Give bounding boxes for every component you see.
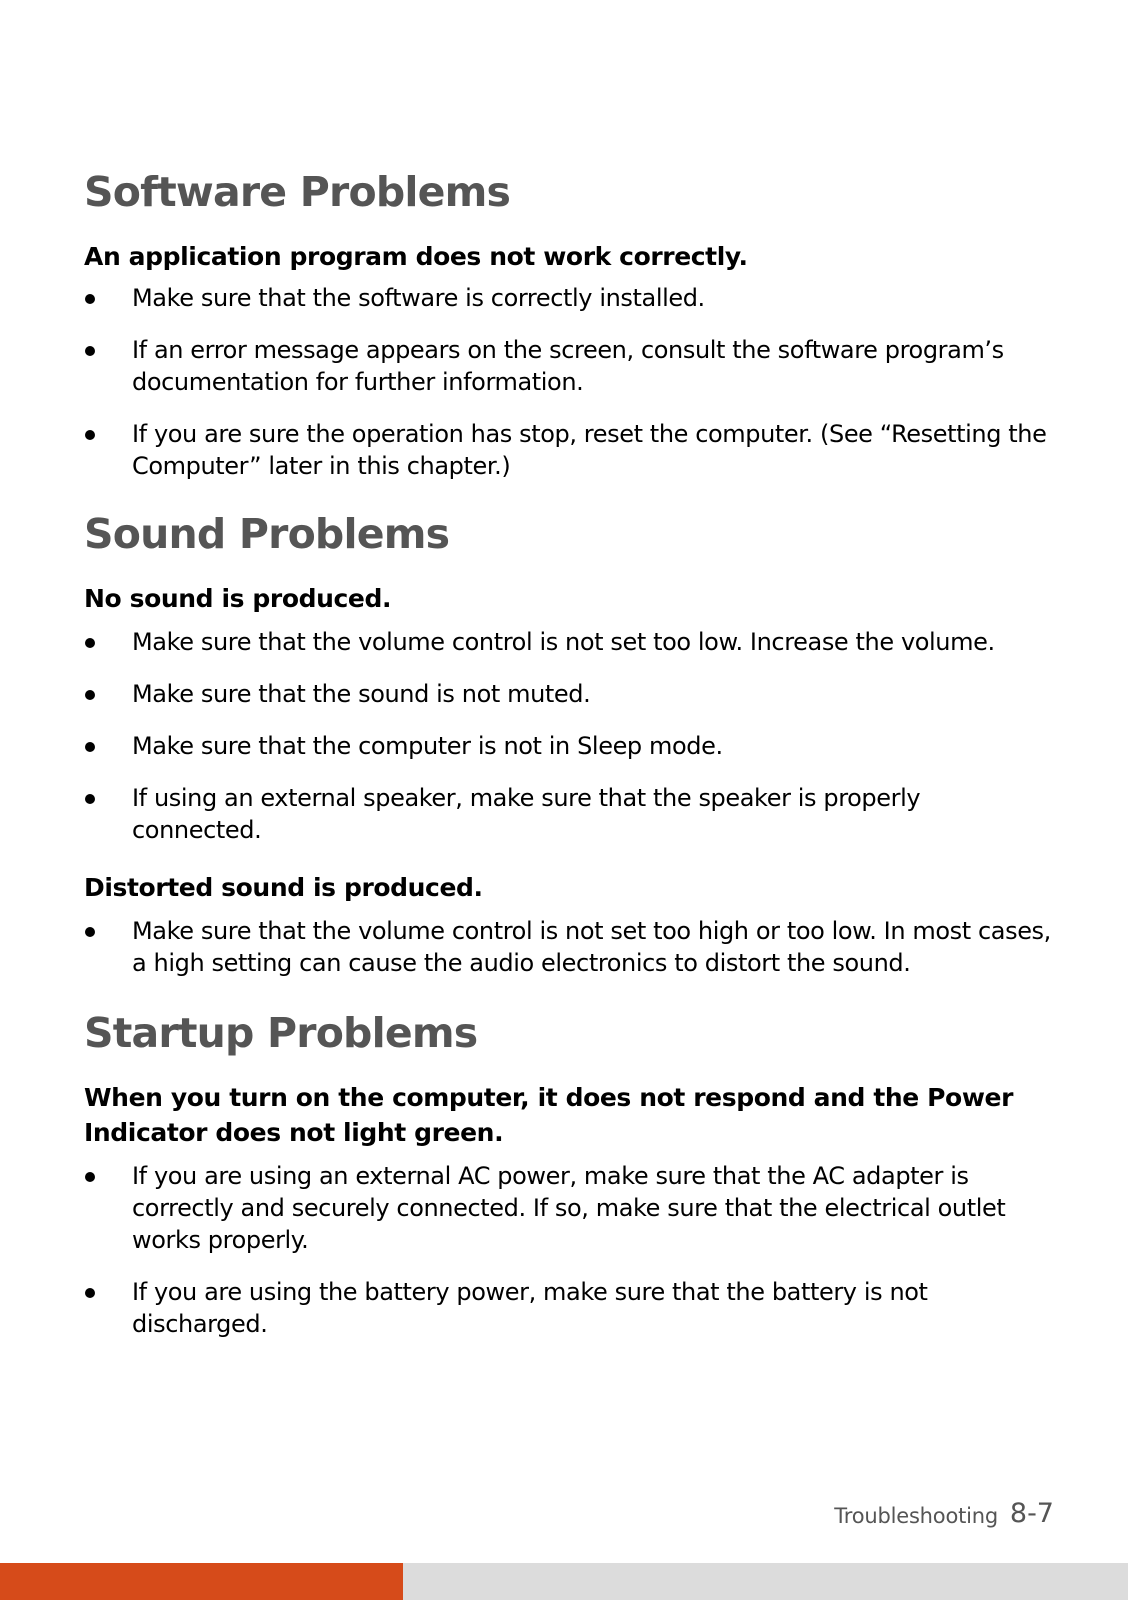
list-item <box>84 418 1054 482</box>
list-item-text: Make sure that the sound is not muted. <box>132 680 591 708</box>
list-item <box>84 1160 1054 1256</box>
list-item <box>84 730 1054 762</box>
list-item-text: Make sure that the volume control is not set too high or too low. In most cases, a high setting can cause the audio electronics to distort the sound. <box>132 917 1051 977</box>
subheading-app-not-working: An application program does not work correctly. <box>84 242 748 271</box>
document-body <box>84 166 1054 1340</box>
bullet-icon <box>85 638 95 648</box>
list-item-text: Make sure that the software is correctly installed. <box>132 284 705 312</box>
bullet-icon <box>85 690 95 700</box>
list-item <box>84 782 1054 846</box>
list-item-text: If you are using the battery power, make sure that the battery is not discharged. <box>132 1278 928 1338</box>
bullet-icon <box>85 430 95 440</box>
bullet-icon <box>85 1172 95 1182</box>
section-title-startup: Startup Problems <box>84 1009 478 1057</box>
list-item-text: Make sure that the computer is not in Sleep mode. <box>132 732 723 760</box>
footer-grey-bar <box>403 1563 1128 1600</box>
list-item <box>84 678 1054 710</box>
list-item-text: If you are using an external AC power, make sure that the AC adapter is correctly and securely connected. If so, make sure that the electrical outlet works properly. <box>132 1162 1006 1254</box>
bullet-list-startup <box>84 1160 1054 1340</box>
list-item-text: Make sure that the volume control is not set too low. Increase the volume. <box>132 628 995 656</box>
footer-page-number: 8-7 <box>1009 1498 1054 1529</box>
section-title-sound: Sound Problems <box>84 510 450 558</box>
list-item <box>84 334 1054 398</box>
bullet-icon <box>85 346 95 356</box>
list-item <box>84 1276 1054 1340</box>
section-title-software: Software Problems <box>84 168 511 216</box>
subheading-no-response: When you turn on the computer, it does not respond and the Power Indicator does not light green. <box>84 1083 1014 1147</box>
bullet-icon <box>85 927 95 937</box>
subheading-distorted-sound: Distorted sound is produced. <box>84 873 483 902</box>
list-item <box>84 282 1054 314</box>
list-item-text: If using an external speaker, make sure that the speaker is properly connected. <box>132 784 921 844</box>
list-item <box>84 626 1054 658</box>
bullet-icon <box>85 294 95 304</box>
subheading-no-sound: No sound is produced. <box>84 584 392 613</box>
footer-accent-bar <box>0 1563 403 1600</box>
list-item <box>84 915 1054 979</box>
bullet-icon <box>85 742 95 752</box>
footer-chapter-label: Troubleshooting <box>834 1504 998 1528</box>
bullet-list-software <box>84 282 1054 482</box>
bullet-icon <box>85 794 95 804</box>
list-item-text: If you are sure the operation has stop, reset the computer. (See “Resetting the Computer” later in this chapter.) <box>132 420 1047 480</box>
bullet-list-distorted-sound <box>84 915 1054 979</box>
bullet-list-no-sound <box>84 626 1054 846</box>
bullet-icon <box>85 1288 95 1298</box>
list-item-text: If an error message appears on the screen, consult the software program’s documentation for further information. <box>132 336 1004 396</box>
